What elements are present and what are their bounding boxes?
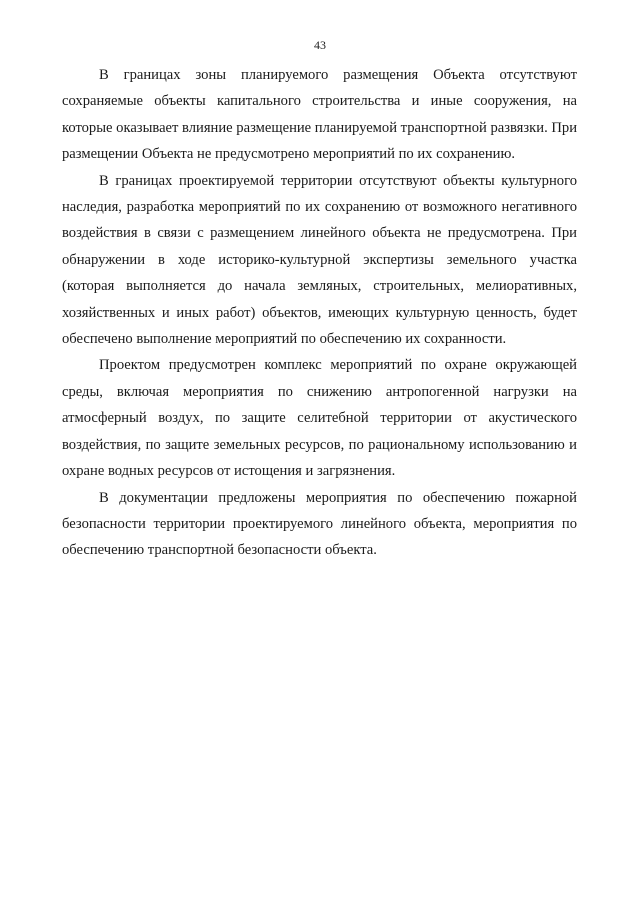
paragraph-existing-structures: В границах зоны планируемого размещения Объекта отсутствуют сохраняемые объекты капитального строительства и иные сооружения, на которые оказывает влияние размещение планируемой транспортной развязки. При размещении Объекта не предусмотрено мероприятий по их сохранению. bbox=[62, 67, 578, 163]
paragraph-cultural-heritage: В границах проектируемой территории отсутствуют объекты культурного наследия, разработка мероприятий по их сохранению от возможного негативного воздействия в связи с размещением линейного объекта не предусмотрена. При обнаружении в ходе историко-культурной экспертизы земельного участка (которая выполняется до начала земляных, строительных, мелиоративных, хозяйственных и иных работ) объектов, имеющих культурную ценность, будет обеспечено выполнение мероприятий по обеспечению их сохранности. bbox=[62, 172, 577, 348]
document-body bbox=[62, 62, 577, 564]
page-number: 43 bbox=[314, 38, 326, 52]
paragraph-fire-transport-safety: В документации предложены мероприятия по обеспечению пожарной безопасности территории проектируемого линейного объекта, мероприятия по обеспечению транспортной безопасности объекта. bbox=[62, 489, 577, 559]
paragraph-environmental-protection: Проектом предусмотрен комплекс мероприятий по охране окружающей среды, включая мероприятия по снижению антропогенной нагрузки на атмосферный воздух, по защите селитебной территории от акустического воздействия, по защите земельных ресурсов, по рациональному использованию и охране водных ресурсов от истощения и загрязнения. bbox=[62, 357, 577, 480]
